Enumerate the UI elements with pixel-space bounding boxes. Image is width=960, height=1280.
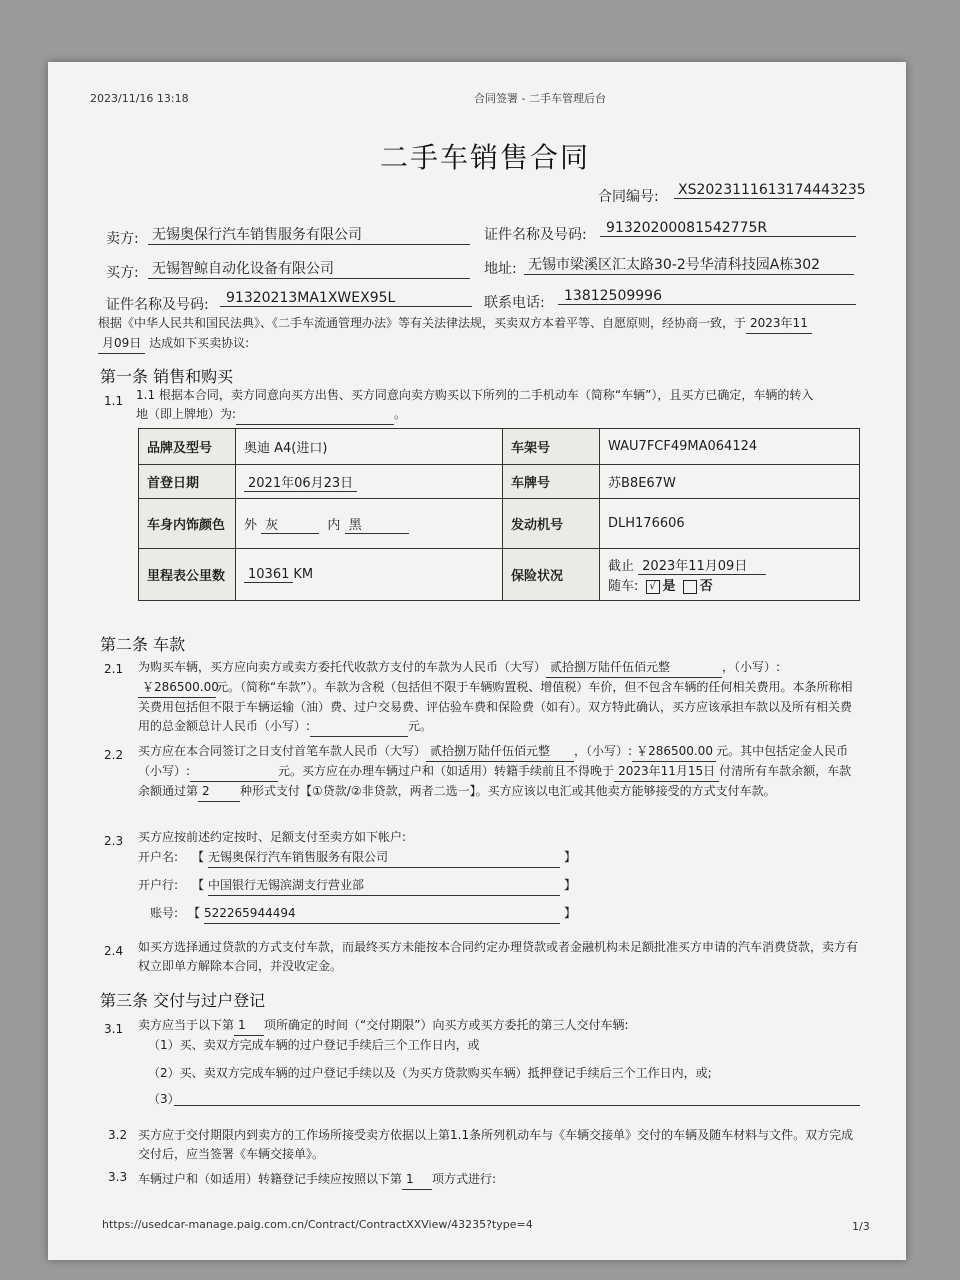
article-3-title: 第三条 交付与过户登记 [100, 991, 266, 1010]
clause-3-3-num: 3.3 [108, 1170, 128, 1184]
seller-label: 卖方: [106, 231, 139, 247]
account-bank-label: 开户行: [138, 878, 179, 892]
insurance-label: 保险状况 [503, 549, 600, 601]
balance-due-date: 2023年11月15日 [614, 762, 719, 782]
plate-label: 车牌号 [503, 465, 600, 499]
clause-2-4-num: 2.4 [104, 944, 124, 958]
intro-date-a: 2023年11 [746, 314, 812, 334]
delivery-option-1: （1）买、卖双方完成车辆的过户登记手续后三个工作日内，或 [148, 1038, 480, 1052]
mileage-value: 10361 [244, 567, 293, 583]
seller-name: 无锡奥保行汽车销售服务有限公司 [148, 224, 470, 245]
engine-value: DLH176606 [600, 499, 860, 549]
contract-no: XS2023111613174443235 [674, 182, 854, 199]
clause-1-1-text: 1.1 根据本合同，卖方同意向买方出售、买方同意向卖方购买以下所列的二手机动车（简称“车辆”），且买方已确定，车辆的转入 地（即上牌地）为: 。 [136, 386, 866, 425]
interior-color: 黑 [345, 514, 409, 534]
buyer-phone: 13812509996 [558, 288, 856, 305]
contract-page: 2023/11/16 13:18 合同签署 - 二手车管理后台 二手车销售合同 合同编号: XS2023111613174443235 卖方: 无锡奥保行汽车销售服务有限公司 证件名称及号码: 91320200081542775R 买方: 无锡智鲸自动化设备有限公司 地址: 无锡市梁溪区汇太路30-2号华清科技园A栋302 证件名称及号码: 91320213MA1XWEX95L 联系电话: 13812509996 根据《中华人民共和国民法典》、《二手车流通管理办法》等有关法律法规，买卖双方本着平等、自愿原则，经协商一致，于 2023年11 月09日 达成如下买卖协议: 第一条 销售和购买 1.1 1.1 根据本合同，卖方同意向买方出售、买方同意向卖方购买以下所列的二手机动车（简称“车辆”），且买方已确定，车辆的转入 地（即上牌地）为: 。 品牌及型号 奥迪 A4(进口) 车架号 WAU7FCF49MA064124 首登日期 2021年06月23日 车牌号 苏B8E67W 车身内饰颜色 外 灰 内 黑 发动机号 DLH176606 里程表公里数 10361 KM 保险状况 截止 2023年11月09日 随车: √ 是 否 第二条 车款 2.1 为购买车辆，买方应向卖方或卖方委托代收款方支付的车款为人民币（大写） 贰拾捌万陆仟伍佰元整 ，（小写）: ￥286500.00元。（简称“车款”）。车款为含税（包括但不限于车辆购置税、增值税）车价，但不包含车辆的任何相关费用。本条所称相关费用包括但不限于车辆运输（油）费、过户交易费、评估验车费和保险费（如有）。双方特此确认，买方应该承担车款以及所有相关费用的总金额总计人民币（小写）: 元。 2.2 买方应在本合同签订之日支付首笔车款人民币（大写） 贰拾捌万陆仟伍佰元整 ，（小写）: ￥286500.00 元。其中包括定金人民币（小写）: 元。买方应在办理车辆过户和（如适用）转籍手续前且不得晚于 2023年11月15日 付清所有车款余额，车款余额通过第 2 种形式支付【①贷款/②非贷款，两者二选一】。买方应该以电汇或其他卖方能够接受的方式支付车款。 2.3 买方应按前述约定按时、足额支付至卖方如下帐户: 开户名: 【 无锡奥保行汽车销售服务有限公司 】 开户行: 【 中国银行无锡滨湖支行营业部 】 账号: 【 522265944494 】 2.4 如买方选择通过贷款的方式支付车款，而最终买方未能按本合同约定办理贷款或者金融机构未足额批准买方申请的汽车消费贷款，卖方有权立即单方解除本合同，并没收定金。 第三条 交付与过户登记 3.1 卖方应当于以下第 1 项所确定的时间（“交付期限”）向买方或买方委托的第三人交付车辆: （1）买、卖双方完成车辆的过户登记手续后三个工作日内，或 （2）买、卖双方完成车辆的过户登记手续以及（为买方贷款购买车辆）抵押登记手续后三个工作日内，或; （3） 3.2 买方应于交付期限内到卖方的工作场所接受卖方依据以上第1.1条所列机动车与《车辆交接单》交付的车辆及随车材料与文件。双方完成交付后，应当签署《车辆交接单》。 3.3 车辆过户和（如适用）转籍登记手续应按照以下第 1 项方式进行: https://usedcar-manage.paig.com.cn/Contract/ContractXXView/43235?type=4 1/3 [48, 62, 906, 1260]
account-name: 无锡奥保行汽车销售服务有限公司 [208, 848, 560, 868]
account-no-label: 账号: [150, 906, 179, 920]
intro-date-b: 月09日 [98, 334, 145, 354]
clause-3-1-text: 卖方应当于以下第 1 项所确定的时间（“交付期限”）向买方或买方委托的第三人交付车辆: [138, 1016, 860, 1036]
contract-no-label: 合同编号: [598, 189, 659, 205]
option-3-blank-line [174, 1105, 860, 1106]
account-no: 522265944494 [204, 904, 560, 924]
buyer-label: 买方: [106, 265, 139, 281]
delivery-option-3: （3） [148, 1092, 180, 1106]
brand-value: 奥迪 A4(进口) [236, 429, 503, 465]
account-bank: 中国银行无锡滨湖支行营业部 [208, 876, 560, 896]
account-name-label: 开户名: [138, 850, 179, 864]
with-car-yes-checkbox[interactable]: √ [646, 580, 660, 594]
vin-label: 车架号 [503, 429, 600, 465]
engine-label: 发动机号 [503, 499, 600, 549]
transfer-item-no: 1 [402, 1170, 432, 1190]
buyer-name: 无锡智鲸自动化设备有限公司 [148, 258, 470, 279]
clause-2-1-num: 2.1 [104, 662, 124, 676]
exterior-color: 灰 [261, 514, 319, 534]
vehicle-info-table: 品牌及型号 奥迪 A4(进口) 车架号 WAU7FCF49MA064124 首登日期 2021年06月23日 车牌号 苏B8E67W 车身内饰颜色 外 灰 内 黑 发动机号 DLH176606 里程表公里数 10361 KM 保险状况 截止 2023年11月09日 随车: √ 是 否 [138, 428, 860, 601]
clause-3-2-text: 买方应于交付期限内到卖方的工作场所接受卖方依据以上第1.1条所列机动车与《车辆交接单》交付的车辆及随车材料与文件。双方完成交付后，应当签署《车辆交接单》。 [138, 1128, 854, 1161]
buyer-address: 无锡市梁溪区汇太路30-2号华清科技园A栋302 [524, 254, 854, 275]
insurance-until: 2023年11月09日 [638, 555, 766, 575]
seller-id: 91320200081542775R [600, 220, 856, 237]
clause-3-2-num: 3.2 [108, 1128, 128, 1142]
buyer-id-label: 证件名称及号码: [106, 297, 209, 313]
first-payment-lower: ￥286500.00 [632, 742, 716, 762]
clause-1-1-num: 1.1 [104, 394, 124, 408]
mileage-label: 里程表公里数 [139, 549, 236, 601]
brand-label: 品牌及型号 [139, 429, 236, 465]
intro-paragraph: 根据《中华人民共和国民法典》、《二手车流通管理办法》等有关法律法规，买卖双方本着平等、自愿原则，经协商一致，于 2023年11 月09日 达成如下买卖协议: [98, 314, 858, 354]
contract-title: 二手车销售合同 [380, 141, 591, 174]
price-upper: 贰拾捌万陆仟伍佰元整 [546, 658, 722, 678]
page-number: 1/3 [852, 1220, 870, 1233]
first-payment-upper: 贰拾捌万陆仟伍佰元整 [426, 742, 574, 762]
clause-2-3-text: 买方应按前述约定按时、足额支付至卖方如下帐户: [138, 830, 407, 844]
price-lower: ￥286500.00 [138, 678, 216, 698]
reg-date-label: 首登日期 [139, 465, 236, 499]
reg-date-value: 2021年06月23日 [244, 472, 357, 492]
article-2-title: 第二条 车款 [100, 635, 186, 654]
color-label: 车身内饰颜色 [139, 499, 236, 549]
clause-2-1-text: 为购买车辆，买方应向卖方或卖方委托代收款方支付的车款为人民币（大写） 贰拾捌万陆仟伍佰元整 ，（小写）: ￥286500.00元。（简称“车款”）。车款为含税（包括但不限于车辆购置税、增值税）车价，但不包含车辆的任何相关费用。本条所称相关费用包括但不限于车辆运输（油）费、过户交易费、评估验车费和保险费（如有）。双方特此确认，买方应该承担车款以及所有相关费用的总金额总计人民币（小写）: 元。 [138, 658, 860, 737]
plate-value: 苏B8E67W [600, 465, 860, 499]
delivery-item-no: 1 [234, 1016, 264, 1036]
print-datetime: 2023/11/16 13:18 [90, 92, 189, 105]
buyer-id: 91320213MA1XWEX95L [220, 290, 472, 307]
delivery-option-2: （2）买、卖双方完成车辆的过户登记手续以及（为买方贷款购买车辆）抵押登记手续后三个工作日内，或; [148, 1066, 712, 1080]
with-car-no-checkbox[interactable] [683, 580, 697, 594]
payment-method-no: 2 [198, 782, 240, 802]
seller-id-label: 证件名称及号码: [484, 227, 587, 243]
phone-label: 联系电话: [484, 295, 545, 311]
clause-2-4-text: 如买方选择通过贷款的方式支付车款，而最终买方未能按本合同约定办理贷款或者金融机构未足额批准买方申请的汽车消费贷款，卖方有权立即单方解除本合同，并没收定金。 [138, 940, 859, 973]
clause-2-2-num: 2.2 [104, 748, 124, 762]
clause-3-3-text: 车辆过户和（如适用）转籍登记手续应按照以下第 1 项方式进行: [138, 1170, 496, 1190]
print-page-title: 合同签署 - 二手车管理后台 [474, 92, 606, 105]
clause-3-1-num: 3.1 [104, 1022, 124, 1036]
print-url: https://usedcar-manage.paig.com.cn/Contract/ContractXXView/43235?type=4 [102, 1218, 533, 1231]
vin-value: WAU7FCF49MA064124 [600, 429, 860, 465]
article-1-title: 第一条 销售和购买 [100, 367, 234, 386]
address-label: 地址: [484, 261, 517, 277]
clause-2-2-text: 买方应在本合同签订之日支付首笔车款人民币（大写） 贰拾捌万陆仟伍佰元整 ，（小写）: ￥286500.00 元。其中包括定金人民币（小写）: 元。买方应在办理车辆过户和（如适用）转籍手续前且不得晚于 2023年11月15日 付清所有车款余额，车款余额通过第 2 种形式支付【①贷款/②非贷款，两者二选一】。买方应该以电汇或其他卖方能够接受的方式支付车款。 [138, 742, 860, 802]
clause-2-3-num: 2.3 [104, 834, 124, 848]
